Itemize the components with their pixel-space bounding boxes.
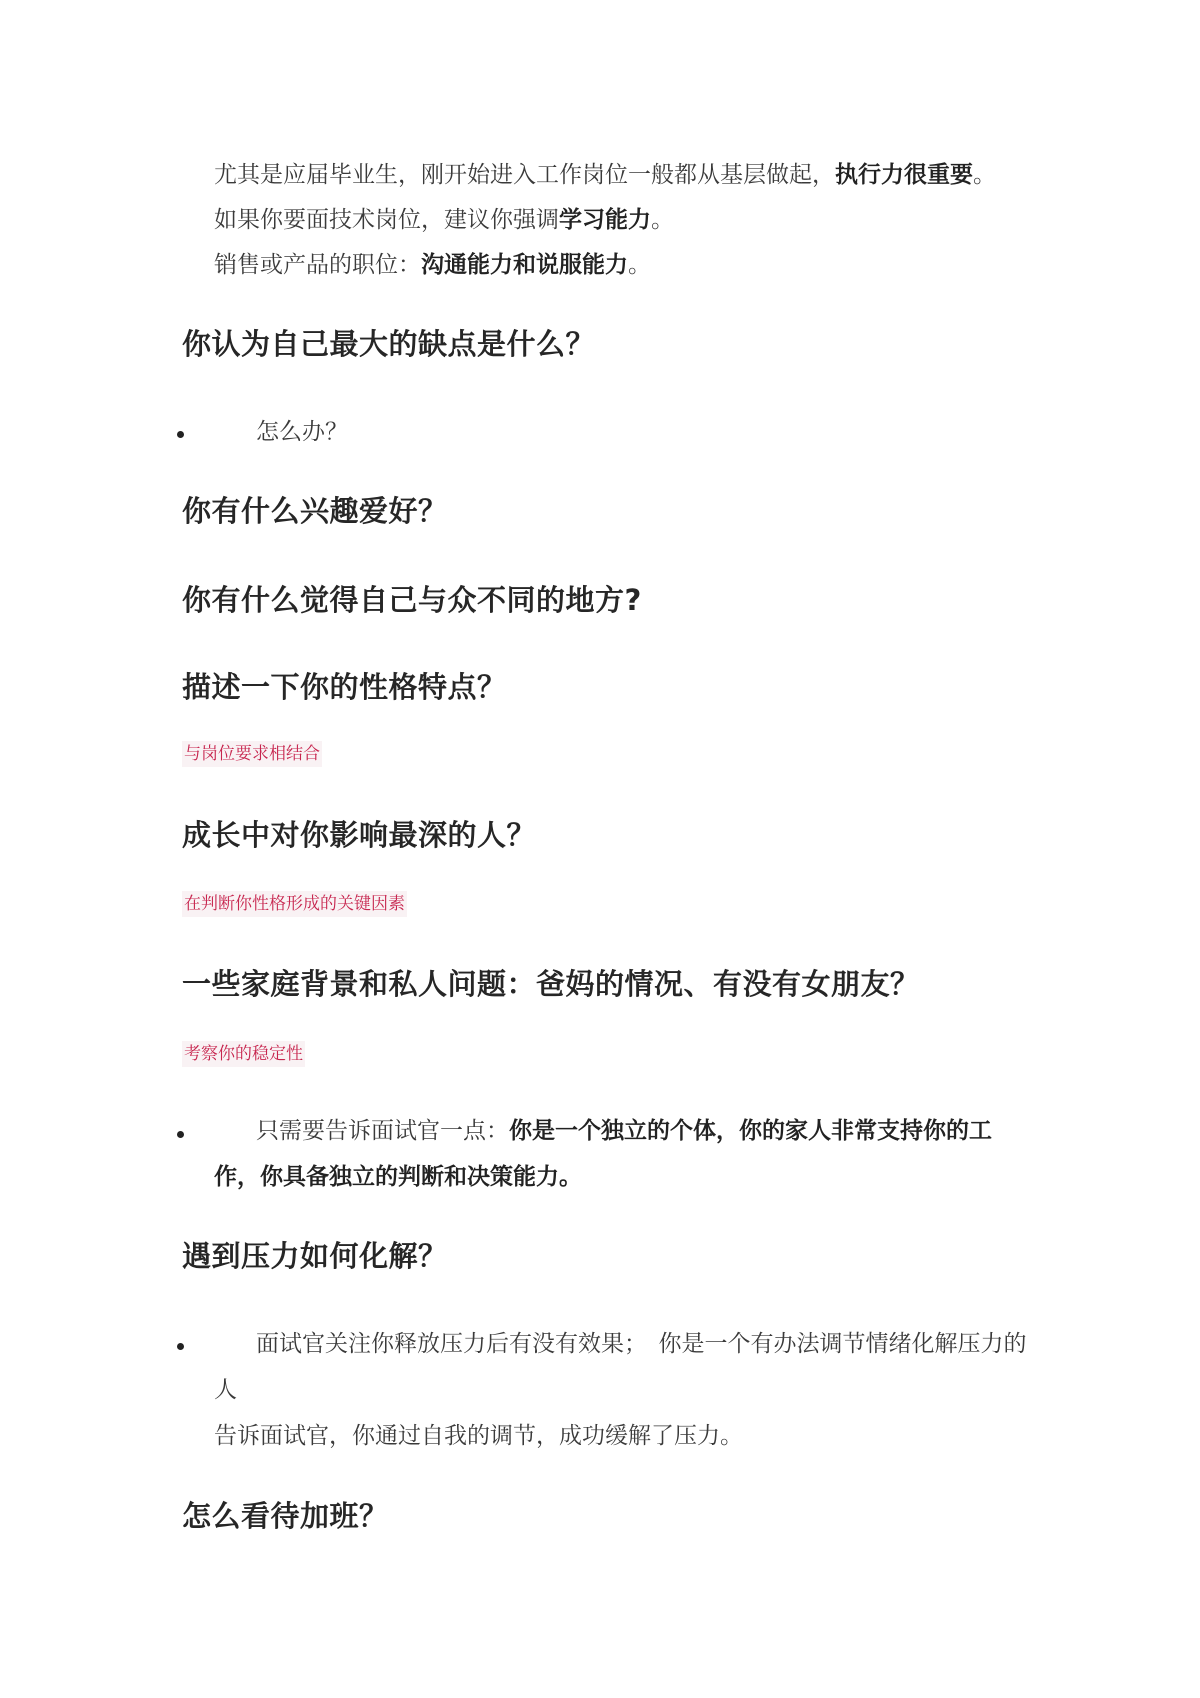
heading-family-background: 一些家庭背景和私人问题：爸妈的情况、有没有女朋友？ — [182, 967, 920, 1001]
intro-line-3-bold: 沟通能力和说服能力 — [421, 252, 628, 278]
heading-stress-relief: 遇到压力如何化解？ — [182, 1239, 448, 1273]
intro-line-1-end: 。 — [973, 162, 996, 188]
bullet-dot — [177, 431, 184, 438]
intro-line-1 — [214, 158, 996, 192]
bullet-weakness — [214, 409, 1034, 455]
intro-line-3-end: 。 — [628, 252, 651, 278]
intro-line-2 — [214, 203, 674, 237]
bullet-weakness-text: 怎么办？ — [256, 419, 348, 445]
intro-line-1-text: 尤其是应届毕业生，刚开始进入工作岗位一般都从基层做起， — [214, 162, 835, 188]
heading-personality: 描述一下你的性格特点？ — [182, 670, 507, 704]
intro-line-1-bold: 执行力很重要 — [835, 162, 973, 188]
heading-hobbies: 你有什么兴趣爱好？ — [182, 494, 448, 528]
heading-unique-traits: 你有什么觉得自己与众不同的地方? — [182, 583, 642, 617]
bullet-stress-advice-line-1: 面试官关注你释放压力后有没有效果； 你是一个有办法调节情绪化解压力的人 — [214, 1331, 1027, 1403]
intro-line-2-bold: 学习能力 — [559, 207, 651, 233]
bullet-dot — [177, 1343, 184, 1350]
bullet-dot — [177, 1131, 184, 1138]
tag-personality-factors: 在判断你性格形成的关键因素 — [182, 891, 407, 917]
bullet-family-advice — [214, 1108, 1034, 1200]
bullet-stress-advice-line-2: 告诉面试官，你通过自我的调节，成功缓解了压力。 — [214, 1423, 743, 1449]
bullet-family-advice-bold: 你是一个独立的个体，你的家人非常支持你的工作，你具备独立的判断和决策能力。 — [214, 1118, 992, 1190]
bullet-stress-advice — [214, 1321, 1034, 1459]
intro-line-2-end: 。 — [651, 207, 674, 233]
bullet-family-advice-plain: 只需要告诉面试官一点： — [256, 1118, 509, 1144]
heading-overtime: 怎么看待加班？ — [182, 1499, 389, 1533]
heading-influential-person: 成长中对你影响最深的人？ — [182, 818, 537, 852]
intro-line-3-text: 销售或产品的职位： — [214, 252, 421, 278]
intro-line-3 — [214, 248, 651, 282]
heading-biggest-weakness: 你认为自己最大的缺点是什么？ — [182, 327, 596, 361]
intro-line-2-text: 如果你要面技术岗位，建议你强调 — [214, 207, 559, 233]
tag-job-requirements: 与岗位要求相结合 — [182, 741, 322, 767]
tag-stability: 考察你的稳定性 — [182, 1041, 305, 1067]
